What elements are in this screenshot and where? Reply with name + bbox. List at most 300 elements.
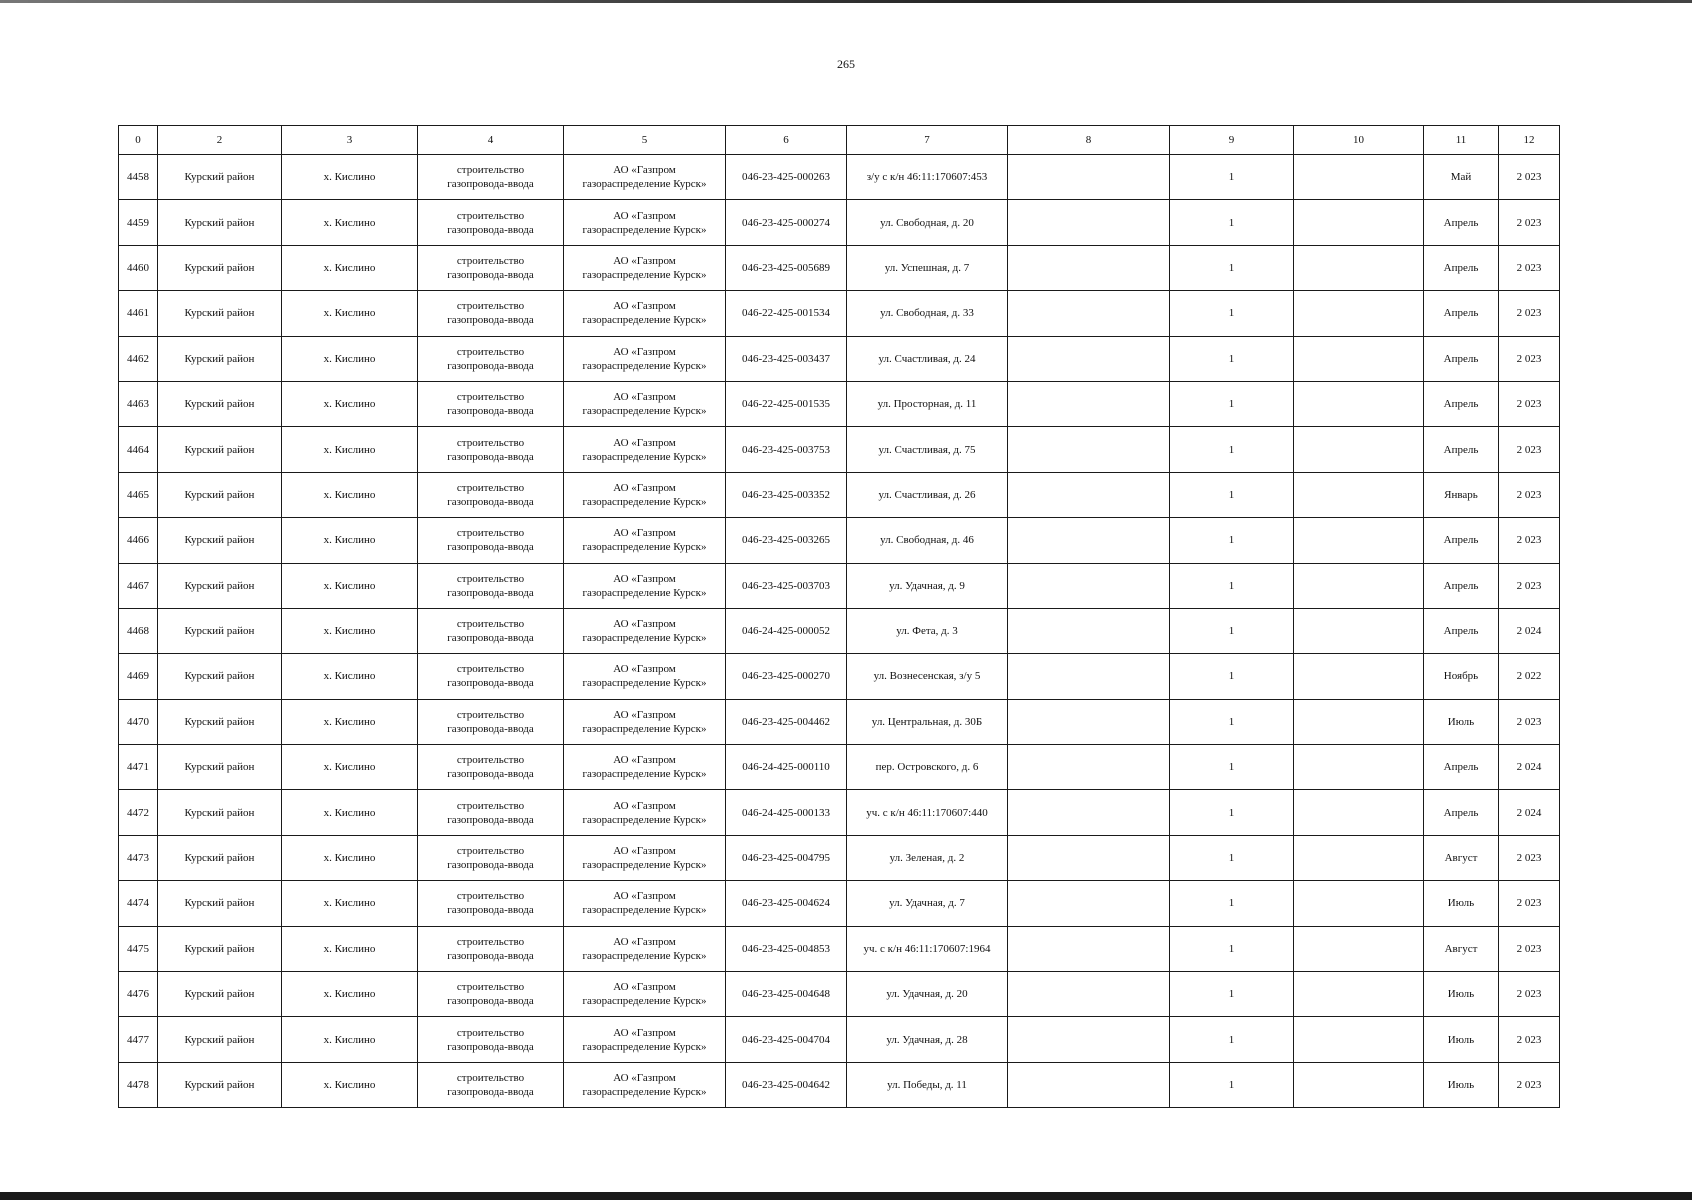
cell-work-type-text: газопровода-ввода: [447, 541, 534, 554]
cell-address: [847, 926, 1008, 971]
cell-locality: [282, 291, 418, 336]
cell-month: [1424, 745, 1499, 790]
cell-organization: [564, 472, 726, 517]
cell-col8: [1008, 1062, 1170, 1107]
cell-work-type: [418, 336, 564, 381]
cell-work-type-text: газопровода-ввода: [447, 949, 534, 962]
cell-col10: [1294, 654, 1424, 699]
cell-district: [158, 563, 282, 608]
cell-count-text: 1: [1228, 307, 1235, 320]
cell-organization-text: газораспределение Курск»: [582, 314, 707, 327]
cell-count: [1170, 926, 1294, 971]
cell-address-text: ул. Счастливая, д. 26: [878, 488, 976, 501]
cell-district: [158, 381, 282, 426]
cell-address-text: ул. Успешная, д. 7: [884, 261, 970, 274]
cell-year: [1499, 472, 1560, 517]
table-body: [119, 126, 1560, 1108]
cell-year-text: 2 024: [1516, 761, 1542, 774]
cell-locality: [282, 1062, 418, 1107]
table-row: [119, 200, 1560, 245]
cell-address: [847, 654, 1008, 699]
cell-month: [1424, 472, 1499, 517]
cell-organization: [564, 881, 726, 926]
cell-locality: [282, 745, 418, 790]
cell-col8: [1008, 472, 1170, 517]
cell-work-type: [418, 472, 564, 517]
cell-work-type: [418, 381, 564, 426]
cell-organization-text: АО «Газпром: [613, 1026, 676, 1039]
cell-col8: [1008, 926, 1170, 971]
cell-number: [119, 427, 158, 472]
cell-locality-text: х. Кислино: [323, 942, 376, 955]
cell-year: [1499, 654, 1560, 699]
cell-address: [847, 245, 1008, 290]
cell-col8: [1008, 291, 1170, 336]
cell-locality: [282, 699, 418, 744]
cell-locality-text: х. Кислино: [323, 488, 376, 501]
cell-col8: [1008, 745, 1170, 790]
cell-district: [158, 926, 282, 971]
cell-number-text: 4465: [127, 488, 149, 501]
column-header: 6: [726, 126, 847, 155]
table-row: [119, 563, 1560, 608]
table-row: [119, 926, 1560, 971]
cell-col10: [1294, 291, 1424, 336]
cell-year: [1499, 245, 1560, 290]
cell-organization-text: АО «Газпром: [613, 754, 676, 767]
cell-organization-text: газораспределение Курск»: [582, 178, 707, 191]
cell-district-text: Курский район: [184, 670, 255, 683]
cell-month: [1424, 200, 1499, 245]
cell-month-text: Апрель: [1443, 216, 1479, 229]
cell-col8: [1008, 972, 1170, 1017]
cell-organization-text: АО «Газпром: [613, 436, 676, 449]
cell-organization-text: АО «Газпром: [613, 164, 676, 177]
cell-col10: [1294, 336, 1424, 381]
cell-code: [726, 1062, 847, 1107]
cell-code: [726, 291, 847, 336]
cell-district-text: Курский район: [184, 1079, 255, 1091]
cell-number-text: 4476: [127, 988, 149, 1001]
table-row: [119, 155, 1560, 200]
cell-locality: [282, 654, 418, 699]
cell-district-text: Курский район: [184, 398, 255, 411]
cell-organization-text: газораспределение Курск»: [582, 1040, 707, 1053]
cell-code-text: 046-23-425-004624: [742, 897, 830, 910]
cell-work-type: [418, 745, 564, 790]
cell-number: [119, 200, 158, 245]
cell-address-text: ул. Зеленая, д. 2: [889, 852, 965, 865]
cell-month: [1424, 336, 1499, 381]
cell-locality: [282, 608, 418, 653]
cell-address: [847, 699, 1008, 744]
cell-count-text: 1: [1228, 261, 1235, 274]
cell-col10: [1294, 608, 1424, 653]
cell-year-text: 2 023: [1516, 988, 1542, 1001]
cell-col8: [1008, 518, 1170, 563]
cell-district: [158, 608, 282, 653]
cell-number: [119, 972, 158, 1017]
cell-locality: [282, 972, 418, 1017]
cell-locality-text: х. Кислино: [323, 307, 376, 320]
cell-work-type-text: строительство: [456, 663, 525, 676]
cell-month: [1424, 155, 1499, 200]
cell-work-type: [418, 881, 564, 926]
cell-number-text: 4467: [127, 579, 149, 592]
cell-count-text: 1: [1228, 670, 1235, 683]
cell-organization-text: газораспределение Курск»: [582, 722, 707, 735]
cell-organization-text: газораспределение Курск»: [582, 405, 707, 418]
cell-year-text: 2 023: [1516, 171, 1542, 184]
cell-col10: [1294, 518, 1424, 563]
header-row: [119, 126, 1560, 155]
cell-month-text: Ноябрь: [1443, 670, 1479, 683]
cell-address: [847, 518, 1008, 563]
cell-col10: [1294, 1017, 1424, 1062]
cell-month: [1424, 427, 1499, 472]
cell-number-text: 4458: [127, 171, 149, 184]
cell-district-text: Курский район: [184, 852, 255, 865]
cell-month-text: Апрель: [1443, 579, 1479, 592]
cell-number-text: 4466: [127, 534, 149, 547]
cell-number: [119, 608, 158, 653]
cell-locality: [282, 336, 418, 381]
cell-count: [1170, 336, 1294, 381]
cell-count-text: 1: [1228, 534, 1235, 547]
cell-organization: [564, 699, 726, 744]
cell-col8: [1008, 835, 1170, 880]
cell-col10: [1294, 245, 1424, 290]
cell-work-type-text: строительство: [456, 754, 525, 767]
cell-district: [158, 472, 282, 517]
cell-col8: [1008, 608, 1170, 653]
cell-year-text: 2 022: [1516, 670, 1542, 683]
cell-month: [1424, 291, 1499, 336]
cell-organization: [564, 608, 726, 653]
cell-count: [1170, 563, 1294, 608]
cell-address: [847, 790, 1008, 835]
table-row: [119, 835, 1560, 880]
cell-month-text: Май: [1450, 171, 1472, 184]
cell-district: [158, 518, 282, 563]
cell-month: [1424, 608, 1499, 653]
cell-col8: [1008, 245, 1170, 290]
cell-code-text: 046-23-425-003265: [742, 534, 830, 547]
cell-locality-text: х. Кислино: [323, 1033, 376, 1046]
cell-month-text: Июль: [1447, 715, 1475, 728]
cell-year: [1499, 291, 1560, 336]
cell-year-text: 2 023: [1516, 443, 1542, 456]
cell-month-text: Июль: [1447, 1079, 1475, 1091]
cell-address-text: ул. Удачная, д. 28: [886, 1033, 968, 1046]
cell-locality: [282, 472, 418, 517]
cell-locality-text: х. Кислино: [323, 988, 376, 1001]
cell-locality-text: х. Кислино: [323, 897, 376, 910]
cell-year: [1499, 336, 1560, 381]
table-row: [119, 972, 1560, 1017]
cell-district: [158, 1017, 282, 1062]
column-header: 5: [564, 126, 726, 155]
cell-month-text: Апрель: [1443, 261, 1479, 274]
cell-count-text: 1: [1228, 715, 1235, 728]
cell-organization: [564, 1062, 726, 1107]
cell-code-text: 046-23-425-004462: [742, 715, 830, 728]
cell-col10: [1294, 745, 1424, 790]
cell-col8: [1008, 881, 1170, 926]
cell-number: [119, 245, 158, 290]
cell-month-text: Апрель: [1443, 443, 1479, 456]
cell-work-type-text: строительство: [456, 164, 525, 177]
cell-month-text: Апрель: [1443, 352, 1479, 365]
cell-code: [726, 608, 847, 653]
cell-work-type-text: строительство: [456, 391, 525, 404]
cell-year: [1499, 155, 1560, 200]
cell-organization-text: газораспределение Курск»: [582, 768, 707, 781]
cell-organization-text: АО «Газпром: [613, 981, 676, 994]
cell-district-text: Курский район: [184, 443, 255, 456]
cell-organization-text: газораспределение Курск»: [582, 995, 707, 1008]
cell-locality-text: х. Кислино: [323, 398, 376, 411]
cell-number: [119, 1017, 158, 1062]
cell-month: [1424, 972, 1499, 1017]
cell-organization-text: АО «Газпром: [613, 663, 676, 676]
cell-count: [1170, 745, 1294, 790]
cell-count-text: 1: [1228, 171, 1235, 184]
cell-year: [1499, 427, 1560, 472]
cell-locality: [282, 563, 418, 608]
cell-code: [726, 972, 847, 1017]
table-row: [119, 1017, 1560, 1062]
cell-code-text: 046-23-425-003352: [742, 488, 830, 501]
cell-year-text: 2 023: [1516, 488, 1542, 501]
cell-work-type-text: строительство: [456, 935, 525, 948]
cell-work-type-text: газопровода-ввода: [447, 405, 534, 418]
cell-number: [119, 336, 158, 381]
cell-organization: [564, 291, 726, 336]
cell-col8: [1008, 200, 1170, 245]
cell-address-text: ул. Свободная, д. 33: [880, 307, 974, 320]
cell-count: [1170, 1062, 1294, 1107]
cell-work-type: [418, 926, 564, 971]
cell-month: [1424, 926, 1499, 971]
cell-district-text: Курский район: [184, 715, 255, 728]
cell-work-type: [418, 1017, 564, 1062]
cell-work-type-text: строительство: [456, 436, 525, 449]
cell-locality-text: х. Кислино: [323, 216, 376, 229]
cell-code: [726, 200, 847, 245]
cell-code: [726, 790, 847, 835]
cell-count: [1170, 1017, 1294, 1062]
cell-count: [1170, 200, 1294, 245]
cell-locality-text: х. Кислино: [323, 715, 376, 728]
cell-work-type: [418, 563, 564, 608]
cell-district-text: Курский район: [184, 625, 255, 638]
cell-code-text: 046-24-425-000052: [742, 625, 830, 638]
cell-district: [158, 291, 282, 336]
cell-work-type: [418, 790, 564, 835]
cell-count-text: 1: [1228, 761, 1235, 774]
cell-locality-text: х. Кислино: [323, 534, 376, 547]
cell-number: [119, 381, 158, 426]
cell-number: [119, 699, 158, 744]
cell-number-text: 4478: [127, 1079, 149, 1091]
cell-year-text: 2 023: [1516, 352, 1542, 365]
cell-address: [847, 291, 1008, 336]
cell-month: [1424, 518, 1499, 563]
cell-locality-text: х. Кислино: [323, 1079, 376, 1091]
cell-work-type: [418, 608, 564, 653]
cell-year-text: 2 024: [1516, 806, 1542, 819]
cell-organization: [564, 518, 726, 563]
cell-address: [847, 155, 1008, 200]
cell-locality-text: х. Кислино: [323, 806, 376, 819]
cell-work-type-text: газопровода-ввода: [447, 1040, 534, 1053]
column-header: 7: [847, 126, 1008, 155]
table-row: [119, 291, 1560, 336]
cell-code: [726, 427, 847, 472]
column-header: 10: [1294, 126, 1424, 155]
cell-year: [1499, 790, 1560, 835]
cell-district-text: Курский район: [184, 942, 255, 955]
cell-district-text: Курский район: [184, 261, 255, 274]
cell-work-type-text: газопровода-ввода: [447, 1086, 534, 1098]
cell-organization-text: газораспределение Курск»: [582, 859, 707, 872]
cell-count: [1170, 881, 1294, 926]
cell-count-text: 1: [1228, 216, 1235, 229]
cell-number-text: 4461: [127, 307, 149, 320]
cell-organization-text: АО «Газпром: [613, 708, 676, 721]
cell-month: [1424, 381, 1499, 426]
cell-col8: [1008, 155, 1170, 200]
cell-code: [726, 336, 847, 381]
cell-locality-text: х. Кислино: [323, 670, 376, 683]
cell-organization: [564, 200, 726, 245]
cell-col8: [1008, 427, 1170, 472]
cell-code-text: 046-23-425-003703: [742, 579, 830, 592]
cell-count: [1170, 972, 1294, 1017]
cell-number: [119, 1062, 158, 1107]
cell-work-type-text: строительство: [456, 254, 525, 267]
cell-district: [158, 972, 282, 1017]
cell-locality: [282, 1017, 418, 1062]
cell-col10: [1294, 200, 1424, 245]
cell-count-text: 1: [1228, 988, 1235, 1001]
cell-organization-text: АО «Газпром: [613, 391, 676, 404]
cell-district-text: Курский район: [184, 897, 255, 910]
cell-organization-text: АО «Газпром: [613, 345, 676, 358]
cell-year: [1499, 972, 1560, 1017]
cell-district: [158, 336, 282, 381]
cell-col10: [1294, 835, 1424, 880]
cell-address-text: ул. Победы, д. 11: [887, 1079, 967, 1091]
cell-code-text: 046-23-425-003753: [742, 443, 830, 456]
cell-district: [158, 654, 282, 699]
cell-count-text: 1: [1228, 398, 1235, 411]
cell-code: [726, 654, 847, 699]
cell-organization-text: АО «Газпром: [613, 935, 676, 948]
cell-locality-text: х. Кислино: [323, 443, 376, 456]
cell-number-text: 4463: [127, 398, 149, 411]
cell-district-text: Курский район: [184, 806, 255, 819]
cell-code: [726, 835, 847, 880]
cell-code-text: 046-23-425-004648: [742, 988, 830, 1001]
table-row: [119, 1062, 1560, 1107]
cell-col8: [1008, 563, 1170, 608]
cell-work-type-text: газопровода-ввода: [447, 314, 534, 327]
cell-work-type-text: строительство: [456, 845, 525, 858]
cell-col10: [1294, 972, 1424, 1017]
cell-organization: [564, 336, 726, 381]
cell-district-text: Курский район: [184, 1033, 255, 1046]
cell-organization: [564, 381, 726, 426]
cell-number-text: 4472: [127, 806, 149, 819]
cell-work-type-text: строительство: [456, 300, 525, 313]
cell-locality: [282, 381, 418, 426]
cell-col10: [1294, 472, 1424, 517]
cell-locality: [282, 155, 418, 200]
cell-organization: [564, 563, 726, 608]
cell-work-type: [418, 1062, 564, 1107]
cell-district-text: Курский район: [184, 988, 255, 1001]
cell-work-type-text: строительство: [456, 708, 525, 721]
cell-work-type-text: газопровода-ввода: [447, 178, 534, 191]
cell-address-text: уч. с к/н 46:11:170607:440: [866, 806, 988, 819]
cell-code: [726, 745, 847, 790]
cell-year-text: 2 023: [1516, 216, 1542, 229]
cell-col10: [1294, 926, 1424, 971]
cell-count: [1170, 608, 1294, 653]
cell-code: [726, 881, 847, 926]
cell-code-text: 046-23-425-000270: [742, 670, 830, 683]
cell-year: [1499, 1062, 1560, 1107]
cell-work-type-text: газопровода-ввода: [447, 904, 534, 917]
cell-address-text: ул. Удачная, д. 7: [889, 897, 965, 910]
cell-address-text: з/у с к/н 46:11:170607:453: [866, 171, 988, 184]
cell-address: [847, 200, 1008, 245]
cell-month-text: Апрель: [1443, 534, 1479, 547]
cell-count-text: 1: [1228, 806, 1235, 819]
cell-work-type-text: строительство: [456, 527, 525, 540]
table-row: [119, 654, 1560, 699]
cell-code: [726, 245, 847, 290]
cell-locality-text: х. Кислино: [323, 579, 376, 592]
cell-organization-text: АО «Газпром: [613, 890, 676, 903]
cell-code-text: 046-23-425-000274: [742, 216, 830, 229]
cell-address-text: уч. с к/н 46:11:170607:1964: [863, 942, 991, 955]
table-row: [119, 472, 1560, 517]
table-row: [119, 427, 1560, 472]
cell-year-text: 2 023: [1516, 534, 1542, 547]
cell-year: [1499, 563, 1560, 608]
cell-number-text: 4475: [127, 942, 149, 955]
cell-code-text: 046-22-425-001535: [742, 398, 830, 411]
cell-count: [1170, 835, 1294, 880]
cell-district-text: Курский район: [184, 216, 255, 229]
scan-top-edge: [0, 0, 1692, 3]
cell-district: [158, 200, 282, 245]
cell-work-type: [418, 972, 564, 1017]
cell-address-text: пер. Островского, д. 6: [875, 761, 979, 774]
cell-count: [1170, 291, 1294, 336]
cell-col8: [1008, 654, 1170, 699]
cell-work-type-text: газопровода-ввода: [447, 632, 534, 645]
cell-organization-text: газораспределение Курск»: [582, 677, 707, 690]
cell-col10: [1294, 790, 1424, 835]
cell-address-text: ул. Удачная, д. 9: [889, 579, 965, 592]
cell-work-type-text: газопровода-ввода: [447, 450, 534, 463]
cell-col8: [1008, 1017, 1170, 1062]
cell-count: [1170, 427, 1294, 472]
